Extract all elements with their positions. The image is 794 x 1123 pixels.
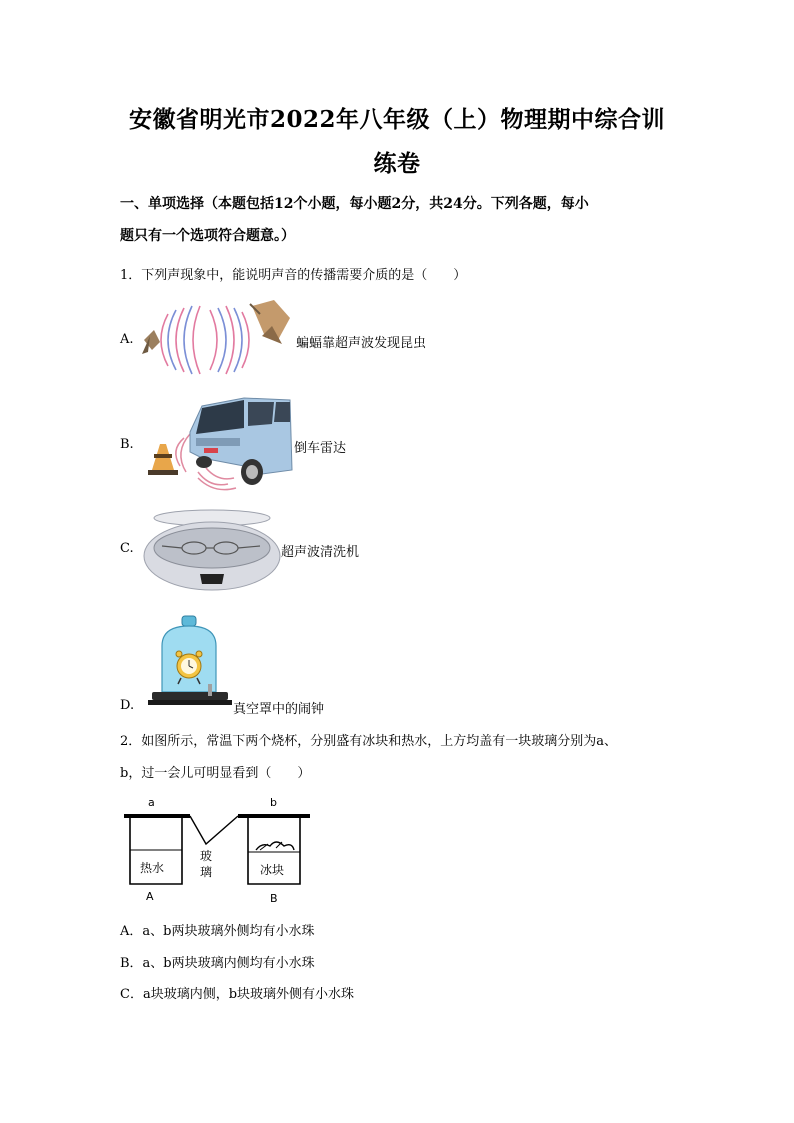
page-title-line1: 安徽省明光市2022年八年级（上）物理期中综合训	[128, 106, 665, 133]
vacuum-jar-alarm-clock-image	[148, 614, 232, 710]
label-b: b	[270, 796, 277, 809]
label-A: A	[146, 890, 154, 903]
beakers-glass-figure	[120, 792, 314, 908]
label-glass-2: 璃	[200, 865, 213, 879]
ultrasonic-cleaner-image	[142, 508, 282, 594]
q1-option-d-label: D.	[120, 698, 135, 713]
question-2-stem-line1: 2．如图所示，常温下两个烧杯，分别盛有冰块和热水，上方均盖有一块玻璃分别为a、	[120, 734, 618, 749]
section-heading-line1: 一、单项选择（本题包括12个小题，每小题2分，共24分。下列各题，每小	[120, 196, 589, 212]
q1-option-b-label: B.	[120, 437, 134, 452]
q1-option-a-caption: 蝙蝠靠超声波发现昆虫	[296, 336, 427, 351]
question-2-stem-line2: b，过一会儿可明显看到（ ）	[120, 766, 311, 781]
section-heading-line2: 题只有一个选项符合题意。）	[120, 228, 295, 244]
label-B: B	[270, 892, 278, 905]
q2-option-c: C．a块玻璃内侧，b块玻璃外侧有小水珠	[120, 987, 355, 1002]
label-glass-1: 玻	[200, 849, 213, 863]
q1-option-b-caption: 倒车雷达	[294, 441, 347, 456]
car-reversing-radar-image	[144, 392, 294, 496]
q1-option-c-label: C.	[120, 541, 134, 556]
bat-ultrasound-image	[140, 296, 292, 380]
q1-option-d-caption: 真空罩中的闹钟	[233, 702, 325, 717]
q1-option-a-label: A.	[120, 332, 134, 347]
q2-option-a: A．a、b两块玻璃外侧均有小水珠	[120, 924, 315, 939]
q2-option-b: B．a、b两块玻璃内侧均有小水珠	[120, 956, 315, 971]
question-1-stem: 1．下列声现象中，能说明声音的传播需要介质的是（ ）	[120, 268, 467, 283]
page-title-line2: 练卷	[373, 150, 421, 177]
label-a: a	[148, 796, 155, 809]
label-ice: 冰块	[260, 863, 285, 877]
label-hot-water: 热水	[140, 861, 165, 875]
q1-option-c-caption: 超声波清洗机	[281, 545, 360, 560]
